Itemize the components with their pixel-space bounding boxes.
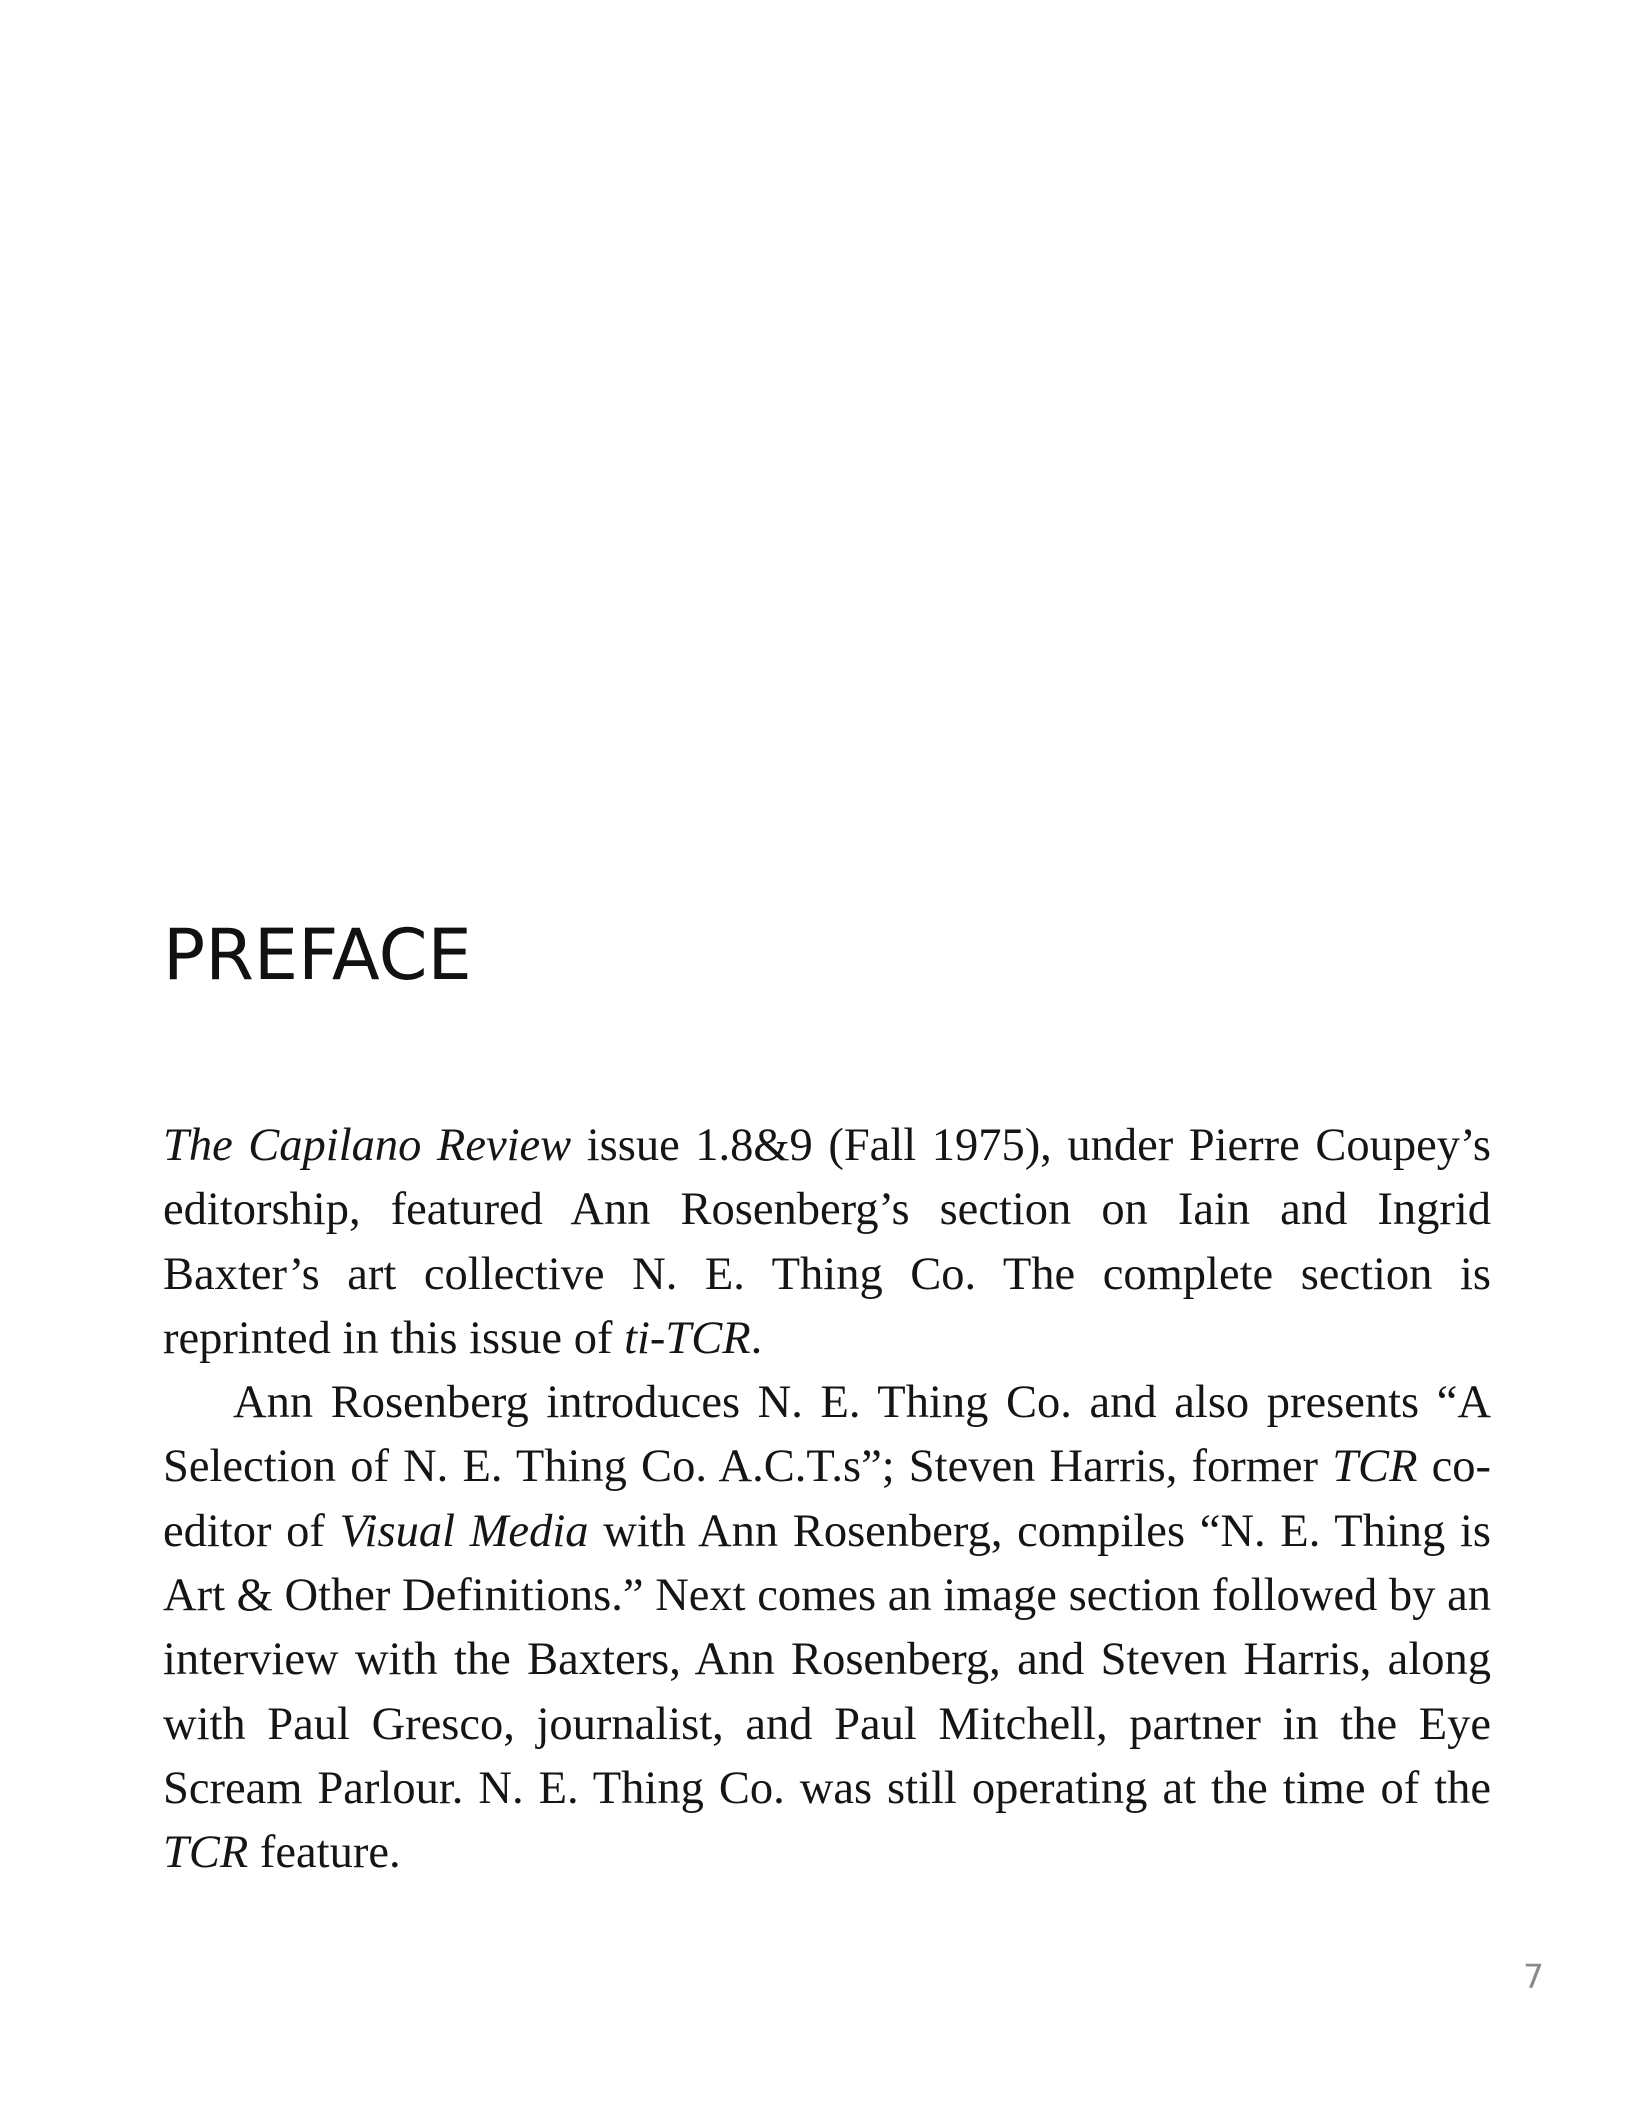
paragraph-2-text-c: co-editor of: [163, 1441, 1492, 1557]
paragraph-1: [163, 1114, 1491, 1371]
paragraph-2: [163, 1371, 1491, 1885]
paragraph-2-text-a: Ann Rosenberg introduces N. E. Thing Co. and also presents “A Selection of N. E. Thing Co. A.C.T.s”; Steven Harris, former: [163, 1377, 1491, 1493]
journal-title: The Capilano Review: [163, 1120, 572, 1171]
journal-abbrev: ti-TCR: [624, 1312, 751, 1364]
paragraph-1-text: issue 1.8&9 (Fall 1975), under Pierre Coupey’s editorship, featured Ann Rosenberg’s section on Iain and Ingrid Baxter’s art collective N. E. Thing Co. The complete section is reprinted in this issue of: [163, 1120, 1491, 1364]
tcr-abbrev: TCR: [1332, 1441, 1418, 1493]
tcr-abbrev: TCR: [163, 1827, 249, 1879]
paragraph-1-end: .: [750, 1312, 763, 1364]
page-title: PREFACE: [163, 914, 472, 996]
visual-media-title: Visual Media: [339, 1505, 589, 1557]
preface-body: [163, 1114, 1491, 1886]
paragraph-2-text-e: with Ann Rosenberg, compiles “N. E. Thing is Art & Other Definitions.” Next comes an image section followed by an interview with the Baxters, Ann Rosenberg, and Steven Harris, along with Paul Gresco, journalist, and Paul Mitchell, partner in the Eye Scream Parlour. N. E. Thing Co. was still operating at the time of the: [163, 1505, 1491, 1814]
page-number: 7: [1523, 1957, 1544, 1996]
paragraph-2-text-g: feature.: [248, 1827, 401, 1879]
